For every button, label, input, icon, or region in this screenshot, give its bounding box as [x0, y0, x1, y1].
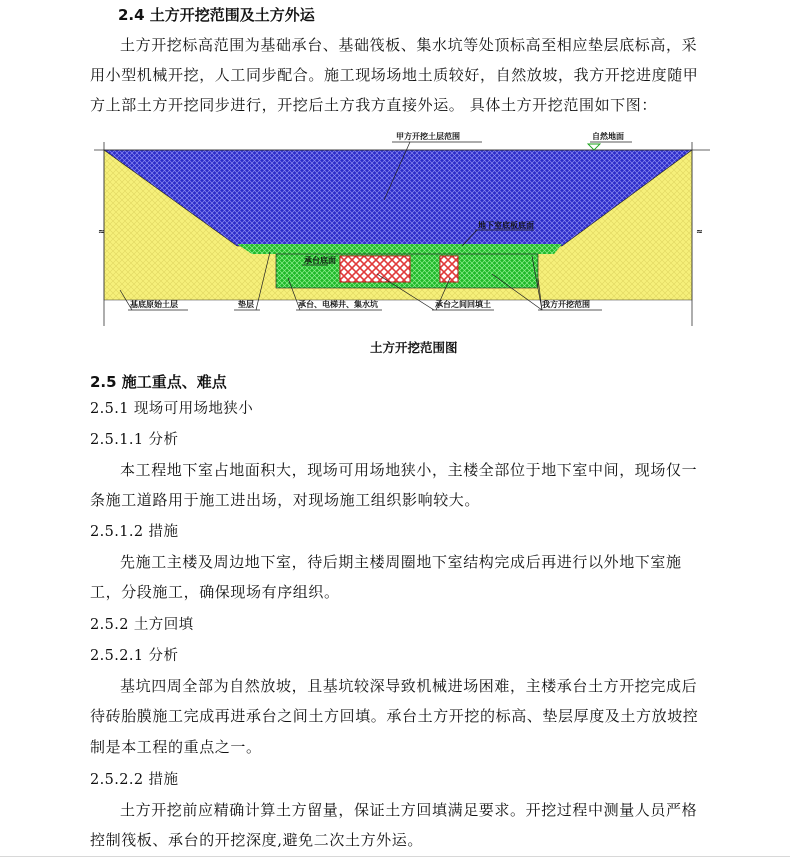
- excavation-range-diagram: [92, 128, 712, 328]
- label-our-excavation: 我方开挖范围: [542, 300, 590, 309]
- paragraph-line: 工，分段施工，确保现场有序组织。: [90, 583, 340, 601]
- paragraph-line: 先施工主楼及周边地下室，待后期主楼周圈地下室结构完成后再进行以外地下室施: [120, 553, 682, 571]
- subsection-2-5-2-2-title: 2.5.2.2 措施: [90, 772, 179, 788]
- label-caps-pits: 承台、电梯井、集水坑: [298, 300, 378, 309]
- subsection-2-5-1-title: 2.5.1 现场可用场地狭小: [90, 401, 254, 417]
- backfill-block: [340, 256, 410, 282]
- label-natural-ground: 自然地面: [592, 132, 624, 141]
- section-2-4-para-line: 土方开挖标高范围为基础承台、基础筏板、集水坑等处顶标高至相应垫层底标高，采: [120, 36, 698, 54]
- label-owner-excavation: 甲方开挖土层范围: [396, 132, 460, 141]
- basement-bottom-band: [237, 244, 562, 254]
- break-mark: ≈: [696, 227, 703, 236]
- subsection-2-5-2-title: 2.5.2 土方回填: [90, 617, 194, 633]
- natural-ground-marker: [588, 144, 600, 150]
- paragraph-line: 本工程地下室占地面积大，现场可用场地狭小，主楼全部位于地下室中间，现场仅一: [120, 461, 698, 479]
- subsection-2-5-1-1-title: 2.5.1.1 分析: [90, 432, 179, 448]
- label-cushion: 垫层: [238, 300, 254, 309]
- section-2-4-para-line: 用小型机械开挖，人工同步配合。施工现场场地土质较好，自然放坡，我方开挖进度随甲: [90, 66, 699, 84]
- subsection-2-5-2-1-title: 2.5.2.1 分析: [90, 648, 179, 664]
- paragraph-line: 制是本工程的重点之一。: [90, 738, 262, 756]
- backfill-block: [440, 256, 458, 282]
- subsection-2-5-1-2-title: 2.5.1.2 措施: [90, 524, 179, 540]
- section-2-5-heading: 2.5 施工重点、难点: [90, 373, 227, 391]
- section-2-4-para-line: 方上部土方开挖同步进行，开挖后土方我方直接外运。 具体土方开挖范围如下图：: [90, 96, 657, 114]
- label-original-soil: 基底原始土层: [130, 300, 178, 309]
- paragraph-line: 土方开挖前应精确计算土方留量，保证土方回填满足要求。开挖过程中测量人员严格: [120, 801, 698, 819]
- label-cap-bottom: 承台底面: [304, 256, 336, 265]
- paragraph-line: 基坑四周全部为自然放坡，且基坑较深导致机械进场困难，主楼承台土方开挖完成后: [120, 677, 698, 695]
- paragraph-line: 控制筏板、承台的开挖深度,避免二次土方外运。: [90, 831, 423, 849]
- diagram-caption: 土方开挖范围图: [370, 340, 458, 355]
- paragraph-line: 待砖胎膜施工完成再进承台之间土方回填。承台土方开挖的标高、垫层厚度及土方放坡控: [90, 707, 699, 725]
- label-backfill: 承台之间回填土: [435, 300, 491, 309]
- page-bottom-rule: [0, 856, 790, 857]
- paragraph-line: 条施工道路用于施工进出场，对现场施工组织影响较大。: [90, 491, 481, 509]
- label-basement-bottom: 地下室底板底面: [478, 221, 534, 230]
- break-mark: ≈: [98, 227, 105, 236]
- section-2-4-heading: 2.4 土方开挖范围及土方外运: [118, 6, 315, 24]
